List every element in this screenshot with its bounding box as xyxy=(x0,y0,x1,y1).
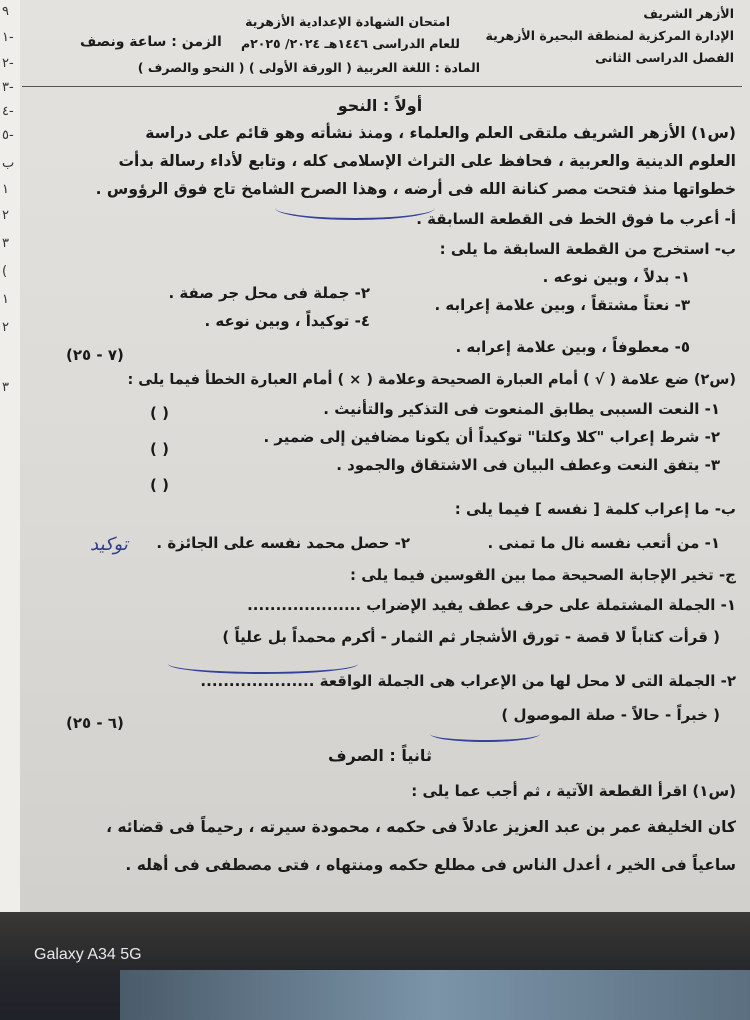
margin-mark: ٢ xyxy=(2,208,9,223)
q2-marks: (٦ - ٢٥) xyxy=(66,714,124,732)
q3-passage-line: ساعياً فى الخير ، أعدل الناس فى مطلع حكمه ومنتهاه ، فتى مصطفى فى أهله . xyxy=(125,856,736,874)
section-title-grammar: أولاً : النحو xyxy=(337,96,423,115)
q2-statement: ١- النعت السببى يطابق المنعوت فى التذكير والتأنيث . xyxy=(323,400,720,418)
photo-background-window xyxy=(120,970,750,1020)
q2-part-c-title: ج- تخير الإجابة الصحيحة مما بين القوسين فيما يلى : xyxy=(350,566,736,584)
q1-passage-line: العلوم الدينية والعربية ، فحافظ على التراث الإسلامى كله ، وتابع لأداء رسالة بدأت xyxy=(118,152,736,170)
margin-mark: ٤- xyxy=(2,104,14,119)
q2-part-c-item: ١- الجملة المشتملة على حرف عطف يفيد الإضراب .................... xyxy=(247,596,736,614)
margin-mark: ٩ xyxy=(2,4,9,19)
q2-statement: ٣- يتفق النعت وعطف البيان فى الاشتقاق والجمود . xyxy=(336,456,720,474)
q2-part-c-options: ( قرأت كتاباً لا قصة - تورق الأشجار ثم الثمار - أكرم محمداً بل علياً ) xyxy=(222,628,720,646)
q1-item: ٤- توكيداً ، وبين نوعه . xyxy=(204,312,370,330)
q2-answer-bracket: ( ) xyxy=(150,440,169,458)
q2-part-b-item: ١- من أتعب نفسه نال ما تمنى . xyxy=(487,534,720,552)
header-divider xyxy=(22,86,742,87)
margin-mark: ٣ xyxy=(2,236,9,251)
q1-passage-line: (س١) الأزهر الشريف ملتقى العلم والعلماء ، ومنذ نشأته وهو قائم على دراسة xyxy=(145,124,736,142)
section-title-morphology: ثانياً : الصرف xyxy=(328,746,432,765)
q3-title: (س١) اقرأ القطعة الآتية ، ثم أجب عما يلى : xyxy=(411,782,736,800)
header-administration: الإدارة المركزية لمنطقة البحيرة الأزهرية xyxy=(485,28,734,43)
q2-part-b-title: ب- ما إعراب كلمة [ نفسه ] فيما يلى : xyxy=(454,500,736,518)
q1-passage-line: خطواتها منذ فتحت مصر كنانة الله فى أرضه ، وهذا الصرح الشامخ تاج فوق الرؤوس . xyxy=(95,180,736,198)
q2-answer-bracket: ( ) xyxy=(150,404,169,422)
header-exam-title: امتحان الشهادة الإعدادية الأزهرية xyxy=(245,14,450,29)
margin-mark: ١ xyxy=(2,292,9,307)
margin-mark: ( xyxy=(2,264,8,279)
q2-part-b-item: ٢- حصل محمد نفسه على الجائزة . xyxy=(156,534,410,552)
header-institution: الأزهر الشريف xyxy=(643,6,734,21)
handwritten-answer: توكيد xyxy=(90,534,128,555)
q1-marks: (٧ - ٢٥) xyxy=(66,346,124,364)
margin-mark: ٢ xyxy=(2,320,9,335)
margin-mark: ٣- xyxy=(2,80,14,95)
q1-part-b: ب- استخرج من القطعة السابقة ما يلى : xyxy=(439,240,736,258)
q1-item: ٣- نعتاً مشتقاً ، وبين علامة إعرابه . xyxy=(434,296,690,314)
q1-item: ١- بدلاً ، وبين نوعه . xyxy=(542,268,690,286)
left-margin-strip xyxy=(0,0,20,912)
q1-item: ٢- جملة فى محل جر صفة . xyxy=(168,284,370,302)
camera-watermark: Galaxy A34 5G xyxy=(34,946,142,963)
header-duration: الزمن : ساعة ونصف xyxy=(80,34,222,50)
q2-title: (س٢) ضع علامة ( √ ) أمام العبارة الصحيحة وعلامة ( × ) أمام العبارة الخطأ فيما يلى : xyxy=(127,372,736,388)
margin-mark: ١- xyxy=(2,30,14,45)
ink-underline-mark xyxy=(430,726,540,742)
q3-passage-line: كان الخليفة عمر بن عبد العزيز عادلاً فى حكمه ، محمودة سيرته ، رحيماً فى قضائه ، xyxy=(106,818,736,836)
q2-part-c-options: ( خبراً - حالاً - صلة الموصول ) xyxy=(501,706,720,724)
q1-part-a: أ- أعرب ما فوق الخط فى القطعة السابقة . xyxy=(416,210,736,228)
header-subject: المادة : اللغة العربية ( الورقة الأولى ) ( النحو والصرف ) xyxy=(137,60,480,75)
q2-statement: ٢- شرط إعراب "كلا وكلتا" توكيداً أن يكونا مضافين إلى ضمير . xyxy=(263,428,720,446)
q2-answer-bracket: ( ) xyxy=(150,476,169,494)
header-year: للعام الدراسى ١٤٤٦هـ ٢٠٢٤/ ٢٠٢٥م xyxy=(240,36,460,51)
margin-mark: ١ xyxy=(2,182,9,197)
margin-mark: ٣ xyxy=(2,380,9,395)
q1-item: ٥- معطوفاً ، وبين علامة إعرابه . xyxy=(455,338,690,356)
q2-part-c-item: ٢- الجملة التى لا محل لها من الإعراب هى الجملة الواقعة .................... xyxy=(200,672,736,690)
header-semester: الفصل الدراسى الثانى xyxy=(595,50,734,65)
margin-mark: ٢- xyxy=(2,56,14,71)
margin-mark: ب xyxy=(2,156,15,171)
ink-underline-mark xyxy=(168,654,358,674)
margin-mark: ٥- xyxy=(2,128,14,143)
